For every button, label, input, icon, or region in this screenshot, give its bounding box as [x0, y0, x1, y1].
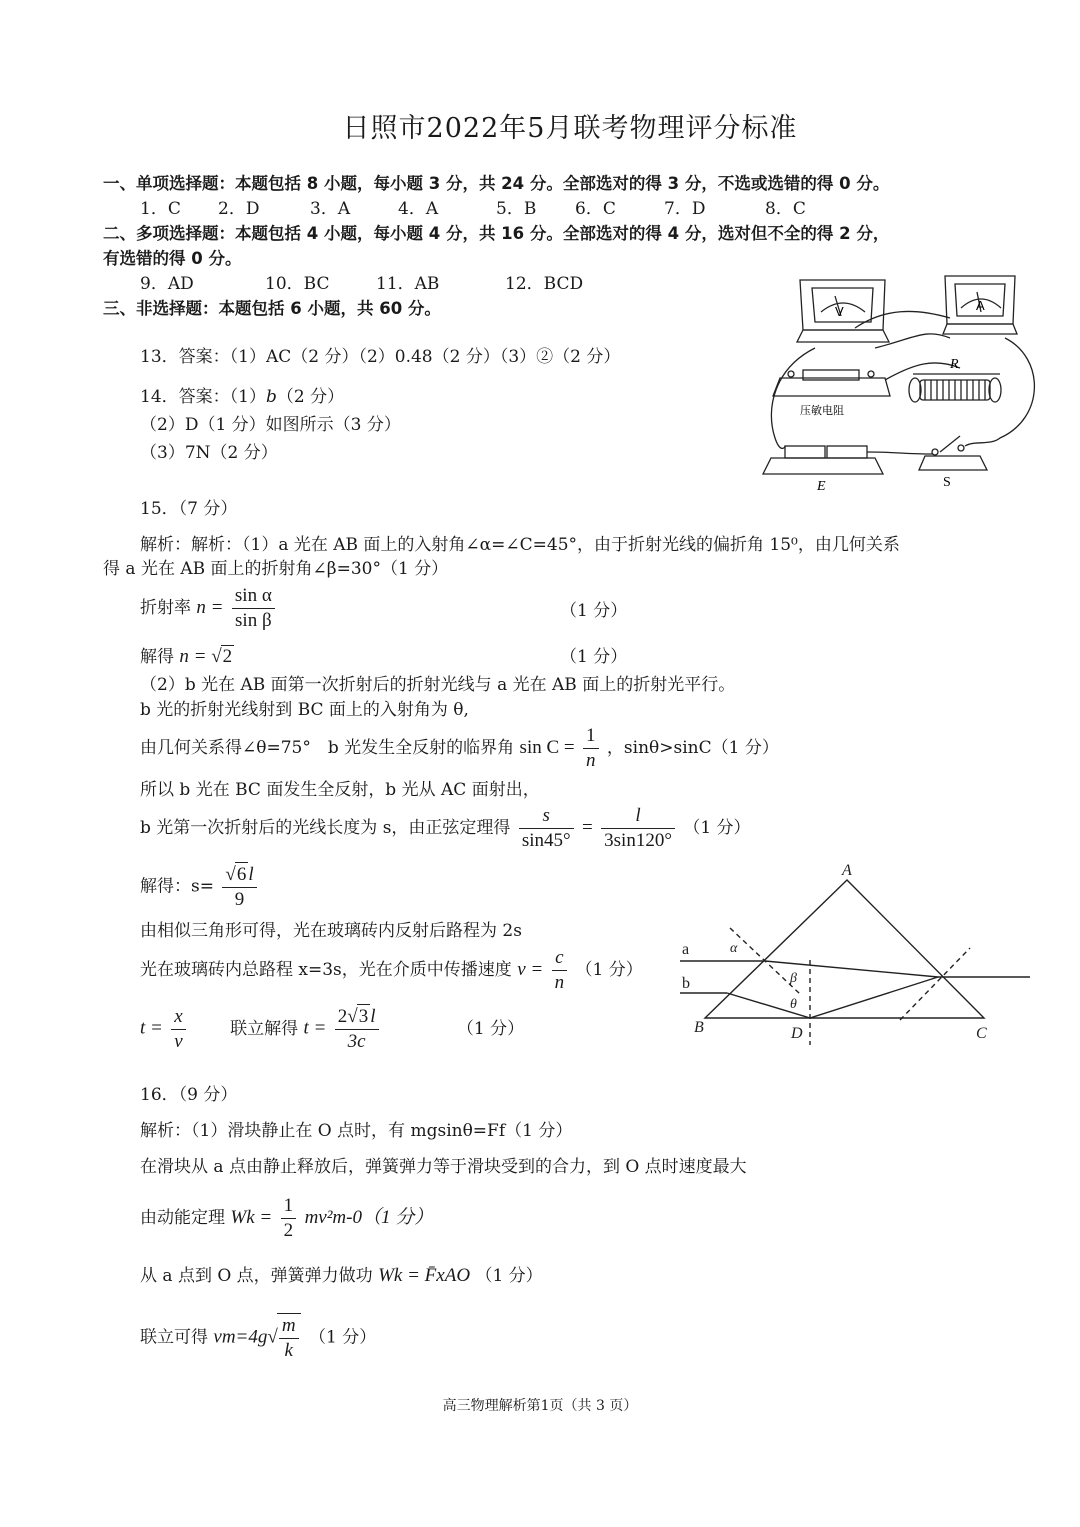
ray-b-label: b — [682, 975, 690, 992]
equation: vm=4g — [213, 1326, 268, 1348]
q15-refractive-index — [140, 584, 278, 633]
sec1-answer: 7．D — [664, 199, 706, 219]
sec1-answer: 1．C — [140, 199, 181, 219]
sec2-answer: 9．AD — [140, 274, 194, 294]
section2-heading: 二、多项选择题：本题包括 4 小题，每小题 4 分，共 16 分。全部选对的得 4 分，选对但不全的得 2 分， — [103, 224, 890, 243]
q15-para3: b 光的折射光线射到 BC 面上的入射角为 θ, — [140, 700, 469, 720]
numerator: sin α — [232, 584, 275, 609]
coefficient: 2 — [337, 1006, 348, 1027]
angle-theta: θ — [790, 997, 797, 1012]
sensor-label: 压敏电阻 — [800, 404, 844, 417]
text: 联立解得 — [230, 1018, 299, 1039]
text: b 光第一次折射后的光线长度为 s，由正弦定理得 — [140, 818, 511, 838]
q15-para10: t = $\frac{x}{v}$ 联立解得 t = $\frac{2√3 l}{3c}$ （1 分） — [140, 1005, 525, 1052]
switch-label: S — [943, 475, 951, 490]
q16-para1: 解析：（1）滑块静止在 O 点时，有 mgsinθ=Ff（1 分） — [140, 1121, 573, 1141]
section3-heading: 三、非选择题：本题包括 6 小题，共 60 分。 — [103, 299, 441, 318]
label: 解得 — [140, 647, 174, 667]
q16-para4 — [140, 1265, 543, 1287]
page-title: 日照市2022年5月联考物理评分标准 — [342, 113, 798, 144]
points: （1 分） — [475, 1266, 543, 1286]
equation: n = — [196, 597, 224, 618]
text: 由动能定理 — [140, 1208, 225, 1228]
angle-alpha: α — [730, 941, 738, 956]
equation: n = — [179, 646, 212, 667]
numerator: s — [519, 804, 574, 829]
equation: Wk = — [230, 1207, 273, 1228]
vertex-C: C — [976, 1025, 987, 1042]
ammeter-label: A — [976, 298, 985, 313]
q15-para1b: 得 a 光在 AB 面上的折射角∠β=30°（1 分） — [103, 559, 449, 579]
q16-para5: 联立可得 vm=4g√ $\frac{m}{k}$ （1 分） — [140, 1315, 377, 1361]
points: （1 分） — [308, 1327, 377, 1348]
denominator: sin β — [235, 610, 272, 631]
q15-para1a: 解析：解析：（1）a 光在 AB 面上的入射角∠α=∠C=45°，由于折射光线的偏折角 15⁰，由几何关系 — [140, 535, 900, 555]
q14-points: （2 分） — [276, 387, 345, 407]
points: （1 分） — [456, 1018, 525, 1039]
denominator: k — [284, 1340, 293, 1361]
text: mv²m-0（1 分） — [304, 1207, 434, 1228]
denominator: 9 — [234, 889, 245, 910]
denominator: v — [174, 1030, 183, 1052]
vertex-B: B — [694, 1019, 704, 1036]
q15-heading: 15．（7 分） — [140, 499, 238, 519]
sec2-answer: 12．BCD — [505, 274, 584, 294]
denominator: 3c — [347, 1031, 366, 1052]
radicand: 6 — [236, 864, 247, 885]
points: （1 分） — [575, 960, 643, 980]
voltmeter-label: V — [835, 304, 844, 319]
denominator: 2 — [283, 1220, 294, 1241]
points: （1 分） — [560, 601, 628, 621]
ray-a-label: a — [682, 941, 690, 958]
angle-beta: β — [790, 971, 797, 986]
prism-triangle — [705, 880, 984, 1018]
page-footer: 高三物理解析第1页（共 3 页） — [442, 1398, 638, 1414]
denominator: n — [586, 750, 596, 771]
q16-heading: 16．（9 分） — [140, 1085, 238, 1105]
sec1-answer: 5．B — [496, 199, 537, 219]
section1-heading: 一、单项选择题：本题包括 8 小题，每小题 3 分，共 24 分。全部选对的得 3 分，不选或选错的得 0 分。 — [103, 174, 890, 193]
sec1-answer: 8．C — [765, 199, 806, 219]
text: ，sinθ>sinC（1 分） — [606, 738, 779, 758]
sec1-answer: 4．A — [398, 199, 439, 219]
section2-heading-cont: 有选错的得 0 分。 — [103, 249, 242, 268]
point-D: D — [791, 1025, 803, 1042]
q14-line1 — [140, 386, 344, 408]
text: 解得：s= — [140, 876, 214, 897]
numerator: l — [601, 804, 675, 829]
variable: l — [370, 1006, 376, 1027]
rheostat-label: R — [950, 357, 959, 372]
numerator: 1 — [583, 724, 599, 749]
pressure-sensor — [773, 378, 890, 396]
numerator: c — [552, 946, 568, 971]
prism-diagram — [670, 860, 1040, 1050]
sec1-answer: 2．D — [218, 199, 260, 219]
q15-para6 — [140, 804, 751, 853]
text: 由几何关系得∠θ=75° b 光发生全反射的临界角 — [140, 738, 515, 758]
text: 联立可得 — [140, 1327, 208, 1348]
q15-para4 — [140, 724, 779, 773]
denominator: sin45° — [521, 830, 571, 851]
battery — [763, 458, 883, 474]
points: （1 分） — [560, 647, 628, 667]
q15-para5: 所以 b 光在 BC 面发生全反射，b 光从 AC 面射出， — [140, 780, 540, 800]
q15-para2: （2）b 光在 AB 面第一次折射后的折射光线与 a 光在 AB 面上的折射光平行。 — [140, 675, 736, 695]
vertex-A: A — [842, 862, 852, 879]
q16-para2: 在滑块从 a 点由静止释放后，弹簧弹力等于滑块受到的合力，到 O 点时速度最大 — [140, 1157, 747, 1177]
switch — [919, 456, 987, 470]
equation: v = — [517, 959, 544, 980]
sec1-answer: 6．C — [575, 199, 616, 219]
numerator: m — [279, 1314, 299, 1339]
q14-line3: （3）7N（2 分） — [140, 443, 278, 463]
q15-para9 — [140, 946, 643, 995]
numerator: x — [171, 1005, 185, 1030]
q15-para8: 由相似三角形可得，光在玻璃砖内反射后路程为 2s — [140, 921, 522, 941]
equation: t = — [140, 1017, 163, 1039]
text: 光在玻璃砖内总路程 x=3s，光在介质中传播速度 — [140, 960, 512, 980]
equals: = — [582, 817, 593, 838]
radicand: 2 — [222, 646, 233, 667]
radicand: 3 — [358, 1006, 369, 1027]
q15-solve-n: 解得 n = √2 — [140, 646, 233, 667]
circuit-diagram — [755, 268, 1055, 498]
q14-answer-b: b — [265, 387, 277, 407]
text: 从 a 点到 O 点，弹簧弹力做功 — [140, 1266, 373, 1286]
q14-label: 14．答案：（1） — [140, 387, 266, 407]
battery-label: E — [817, 479, 826, 494]
numerator: 1 — [281, 1194, 297, 1219]
equation: Wk = F̄xAO — [378, 1265, 471, 1286]
label: 折射率 — [140, 598, 191, 618]
denominator: 3sin120° — [604, 830, 672, 851]
sec2-answer: 10．BC — [265, 274, 330, 294]
sec1-answer: 3．A — [310, 199, 351, 219]
q14-line2: （2）D（1 分）如图所示（3 分） — [140, 415, 401, 435]
q15-para7: 解得：s= $\frac{√6 l}{9}$ — [140, 862, 260, 912]
sec2-answer: 11．AB — [376, 274, 440, 294]
equation: sin C = — [519, 737, 575, 758]
q16-para3 — [140, 1194, 433, 1243]
variable: l — [248, 864, 254, 885]
denominator: n — [554, 972, 565, 993]
q13-answer: 13．答案：（1）AC（2 分）（2）0.48（2 分）（3）②（2 分） — [140, 347, 621, 367]
points: （1 分） — [683, 818, 751, 838]
equation: t = — [303, 1017, 327, 1039]
